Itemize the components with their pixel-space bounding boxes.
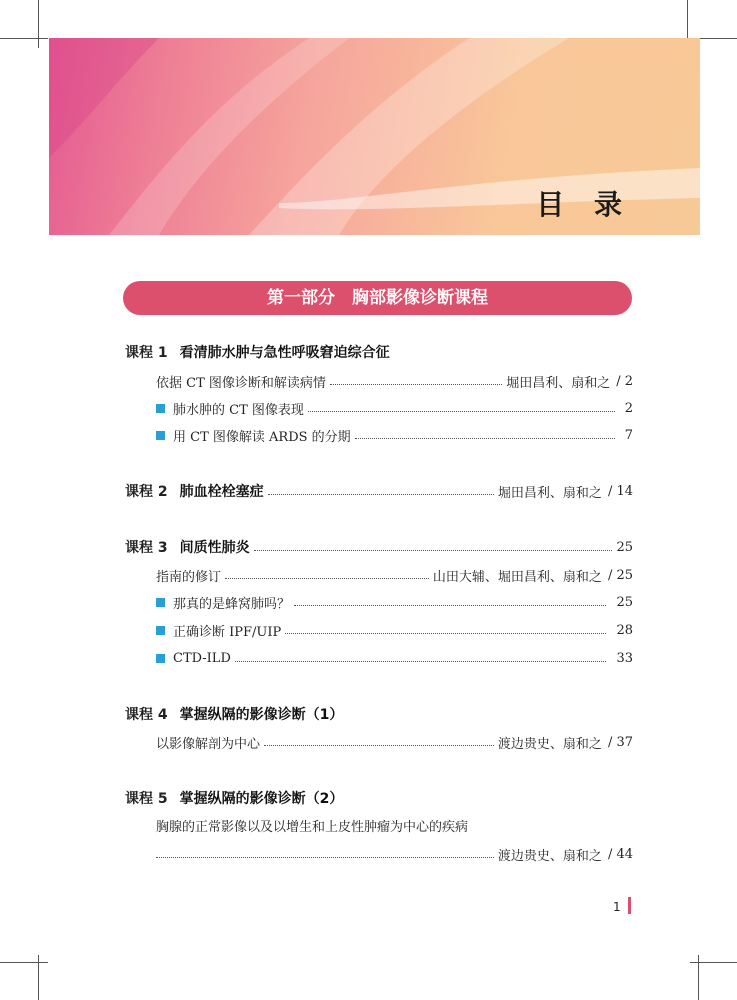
entry-label: 正确诊断 IPF/UIP: [173, 624, 282, 640]
lesson-heading[interactable]: [125, 788, 633, 808]
lesson-number: 课程 2: [125, 484, 168, 500]
crop-mark: [0, 962, 48, 963]
square-bullet-icon: [156, 598, 165, 607]
leader-dots: [330, 384, 502, 385]
lesson-title: 看清肺水肿与急性呼吸窘迫综合征: [179, 345, 390, 361]
part-header: 第一部分 胸部影像诊断课程: [123, 281, 632, 315]
page-number: 1: [613, 900, 621, 914]
leader-dots: [254, 550, 613, 551]
entry-author: 山田大辅、堀田昌利、扇和之: [432, 569, 602, 585]
leader-dots: [156, 857, 494, 858]
entry-label: 以影像解剖为中心: [156, 736, 261, 752]
square-bullet-icon: [156, 404, 165, 413]
entry-page: / 2: [616, 373, 633, 389]
crop-mark: [690, 962, 737, 963]
toc-entry[interactable]: [156, 398, 633, 418]
toc-entry[interactable]: [156, 844, 633, 864]
entry-label: 依据 CT 图像诊断和解读病情: [156, 375, 326, 391]
entry-page: / 37: [607, 734, 633, 750]
header-banner: [49, 38, 700, 235]
lesson-heading[interactable]: [125, 342, 633, 362]
leader-dots: [308, 411, 615, 412]
entry-page: / 25: [607, 567, 633, 583]
lesson-number: 课程 5: [125, 791, 168, 807]
square-bullet-icon: [156, 431, 165, 440]
square-bullet-icon: [156, 654, 165, 663]
leader-dots: [268, 494, 494, 495]
lesson-heading[interactable]: [125, 537, 633, 557]
lesson-title: 肺血栓栓塞症: [179, 484, 264, 500]
lesson-heading[interactable]: [125, 704, 633, 724]
leader-dots: [225, 578, 429, 579]
entry-page: 28: [616, 622, 633, 638]
toc-entry[interactable]: [156, 371, 633, 391]
crop-mark: [38, 0, 39, 48]
entry-page: 25: [616, 594, 633, 610]
entry-page: / 44: [607, 846, 633, 862]
entry-label: 那真的是蜂窝肺吗？: [173, 596, 291, 612]
lesson-number: 课程 3: [125, 540, 168, 556]
entry-page: 25: [616, 539, 633, 555]
entry-page: 33: [616, 650, 633, 666]
entry-page: 2: [624, 400, 633, 416]
lesson-title: 掌握纵隔的影像诊断（1）: [179, 707, 344, 723]
entry-author: 渡边贵史、扇和之: [497, 848, 602, 864]
entry-label: 指南的修订: [156, 569, 222, 585]
entry-page: / 14: [607, 483, 633, 499]
lesson-title: 掌握纵隔的影像诊断（2）: [179, 791, 344, 807]
leader-dots: [285, 633, 606, 634]
entry-subtitle: 胸腺的正常影像以及以增生和上皮性肿瘤为中心的疾病: [156, 820, 469, 835]
lesson-number: 课程 1: [125, 345, 168, 361]
page-title: 目 录: [536, 188, 632, 221]
lesson-number: 课程 4: [125, 707, 168, 723]
toc-entry[interactable]: [156, 620, 633, 640]
entry-author: 堀田昌利、扇和之: [506, 375, 611, 391]
entry-page: 7: [624, 427, 633, 443]
entry-label: 肺水肿的 CT 图像表现: [173, 402, 304, 418]
entry-label: 用 CT 图像解读 ARDS 的分期: [173, 429, 351, 445]
toc-entry[interactable]: [156, 592, 633, 612]
lesson-title: 间质性肺炎: [179, 540, 250, 556]
toc-entry[interactable]: [156, 732, 633, 752]
crop-mark: [0, 38, 48, 39]
toc-entry[interactable]: [156, 648, 633, 668]
leader-dots: [294, 605, 606, 606]
lesson-heading[interactable]: [125, 481, 633, 501]
toc-entry[interactable]: [156, 565, 633, 585]
leader-dots: [235, 661, 607, 662]
page-number-bar: [628, 897, 631, 914]
leader-dots: [355, 438, 615, 439]
entry-author: 渡边贵史、扇和之: [497, 736, 602, 752]
leader-dots: [264, 745, 494, 746]
entry-label: CTD-ILD: [173, 650, 231, 666]
square-bullet-icon: [156, 626, 165, 635]
entry-author: 堀田昌利、扇和之: [497, 485, 602, 501]
toc-entry[interactable]: [156, 425, 633, 445]
